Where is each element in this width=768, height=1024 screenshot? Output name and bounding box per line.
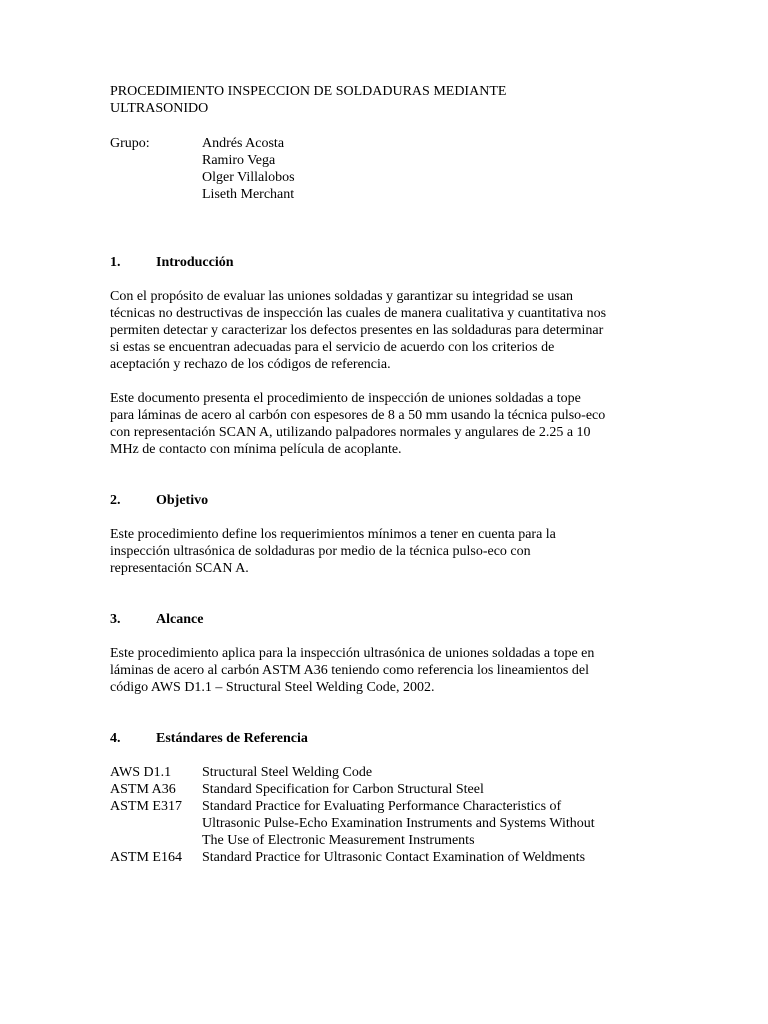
paragraph-line: código AWS D1.1 – Structural Steel Welding Code, 2002. (110, 680, 435, 695)
section-title: Estándares de Referencia (156, 731, 308, 746)
member-name: Andrés Acosta (202, 136, 285, 151)
document-title (110, 83, 670, 117)
member-list (202, 135, 295, 203)
reference-code: ASTM E317 (110, 799, 182, 814)
section-alcance (110, 611, 670, 696)
reference-line: The Use of Electronic Measurement Instruments (202, 833, 475, 848)
title-line: ULTRASONIDO (110, 101, 209, 116)
reference-line: Standard Practice for Evaluating Performance Characteristics of (202, 799, 562, 814)
reference-row (110, 781, 670, 798)
paragraph (110, 645, 670, 696)
paragraph-line: MHz de contacto con mínima película de acoplante. (110, 442, 402, 457)
section-heading (110, 611, 670, 628)
member-name: Olger Villalobos (202, 170, 295, 185)
title-line: PROCEDIMIENTO INSPECCION DE SOLDADURAS MEDIANTE (110, 84, 507, 99)
reference-row (110, 764, 670, 781)
section-heading (110, 254, 670, 271)
reference-code: ASTM A36 (110, 782, 176, 797)
paragraph-line: Este documento presenta el procedimiento de inspección de uniones soldadas a tope (110, 391, 581, 406)
document-page (110, 83, 670, 866)
reference-code: AWS D1.1 (110, 765, 172, 780)
section-estandares (110, 730, 670, 866)
paragraph-line: si estas se encuentran adecuadas para el servicio de acuerdo con los criterios de (110, 340, 555, 355)
section-title: Objetivo (156, 493, 209, 508)
reference-description (202, 798, 670, 849)
section-title: Alcance (156, 612, 204, 627)
paragraph (110, 390, 670, 458)
reference-description (202, 849, 670, 866)
paragraph-line: Con el propósito de evaluar las uniones soldadas y garantizar su integridad se usan (110, 289, 574, 304)
section-objetivo (110, 492, 670, 577)
paragraph-line: aceptación y rechazo de los códigos de referencia. (110, 357, 391, 372)
reference-line: Ultrasonic Pulse-Echo Examination Instruments and Systems Without (202, 816, 595, 831)
paragraph-line: inspección ultrasónica de soldaduras por medio de la técnica pulso-eco con (110, 544, 531, 559)
reference-description (202, 781, 670, 798)
section-heading (110, 492, 670, 509)
reference-line: Standard Specification for Carbon Structural Steel (202, 782, 484, 797)
paragraph-line: láminas de acero al carbón ASTM A36 teniendo como referencia los lineamientos del (110, 663, 589, 678)
paragraph-line: representación SCAN A. (110, 561, 249, 576)
reference-row (110, 798, 670, 849)
reference-code: ASTM E164 (110, 850, 182, 865)
section-number: 1. (110, 255, 121, 270)
section-number: 3. (110, 612, 121, 627)
paragraph (110, 526, 670, 577)
section-introduccion (110, 254, 670, 458)
reference-line: Structural Steel Welding Code (202, 765, 373, 780)
section-heading (110, 730, 670, 747)
reference-line: Standard Practice for Ultrasonic Contact Examination of Weldments (202, 850, 586, 865)
section-number: 4. (110, 731, 121, 746)
group-label: Grupo: (110, 136, 150, 151)
section-title: Introducción (156, 255, 234, 270)
paragraph-line: para láminas de acero al carbón con espesores de 8 a 50 mm usando la técnica pulso-eco (110, 408, 606, 423)
member-name: Liseth Merchant (202, 187, 295, 202)
paragraph-line: técnicas no destructivas de inspección las cuales de manera cualitativa y cuantitativa nos (110, 306, 607, 321)
paragraph-line: permiten detectar y caracterizar los defectos presentes en las soldaduras para determinar (110, 323, 604, 338)
paragraph-line: Este procedimiento define los requerimientos mínimos a tener en cuenta para la (110, 527, 556, 542)
group-block (110, 135, 670, 203)
member-name: Ramiro Vega (202, 153, 276, 168)
reference-list (110, 764, 670, 866)
reference-row (110, 849, 670, 866)
paragraph (110, 288, 670, 373)
reference-description (202, 764, 670, 781)
paragraph-line: con representación SCAN A, utilizando palpadores normales y angulares de 2.25 a 10 (110, 425, 591, 440)
paragraph-line: Este procedimiento aplica para la inspección ultrasónica de uniones soldadas a tope en (110, 646, 595, 661)
section-number: 2. (110, 493, 121, 508)
